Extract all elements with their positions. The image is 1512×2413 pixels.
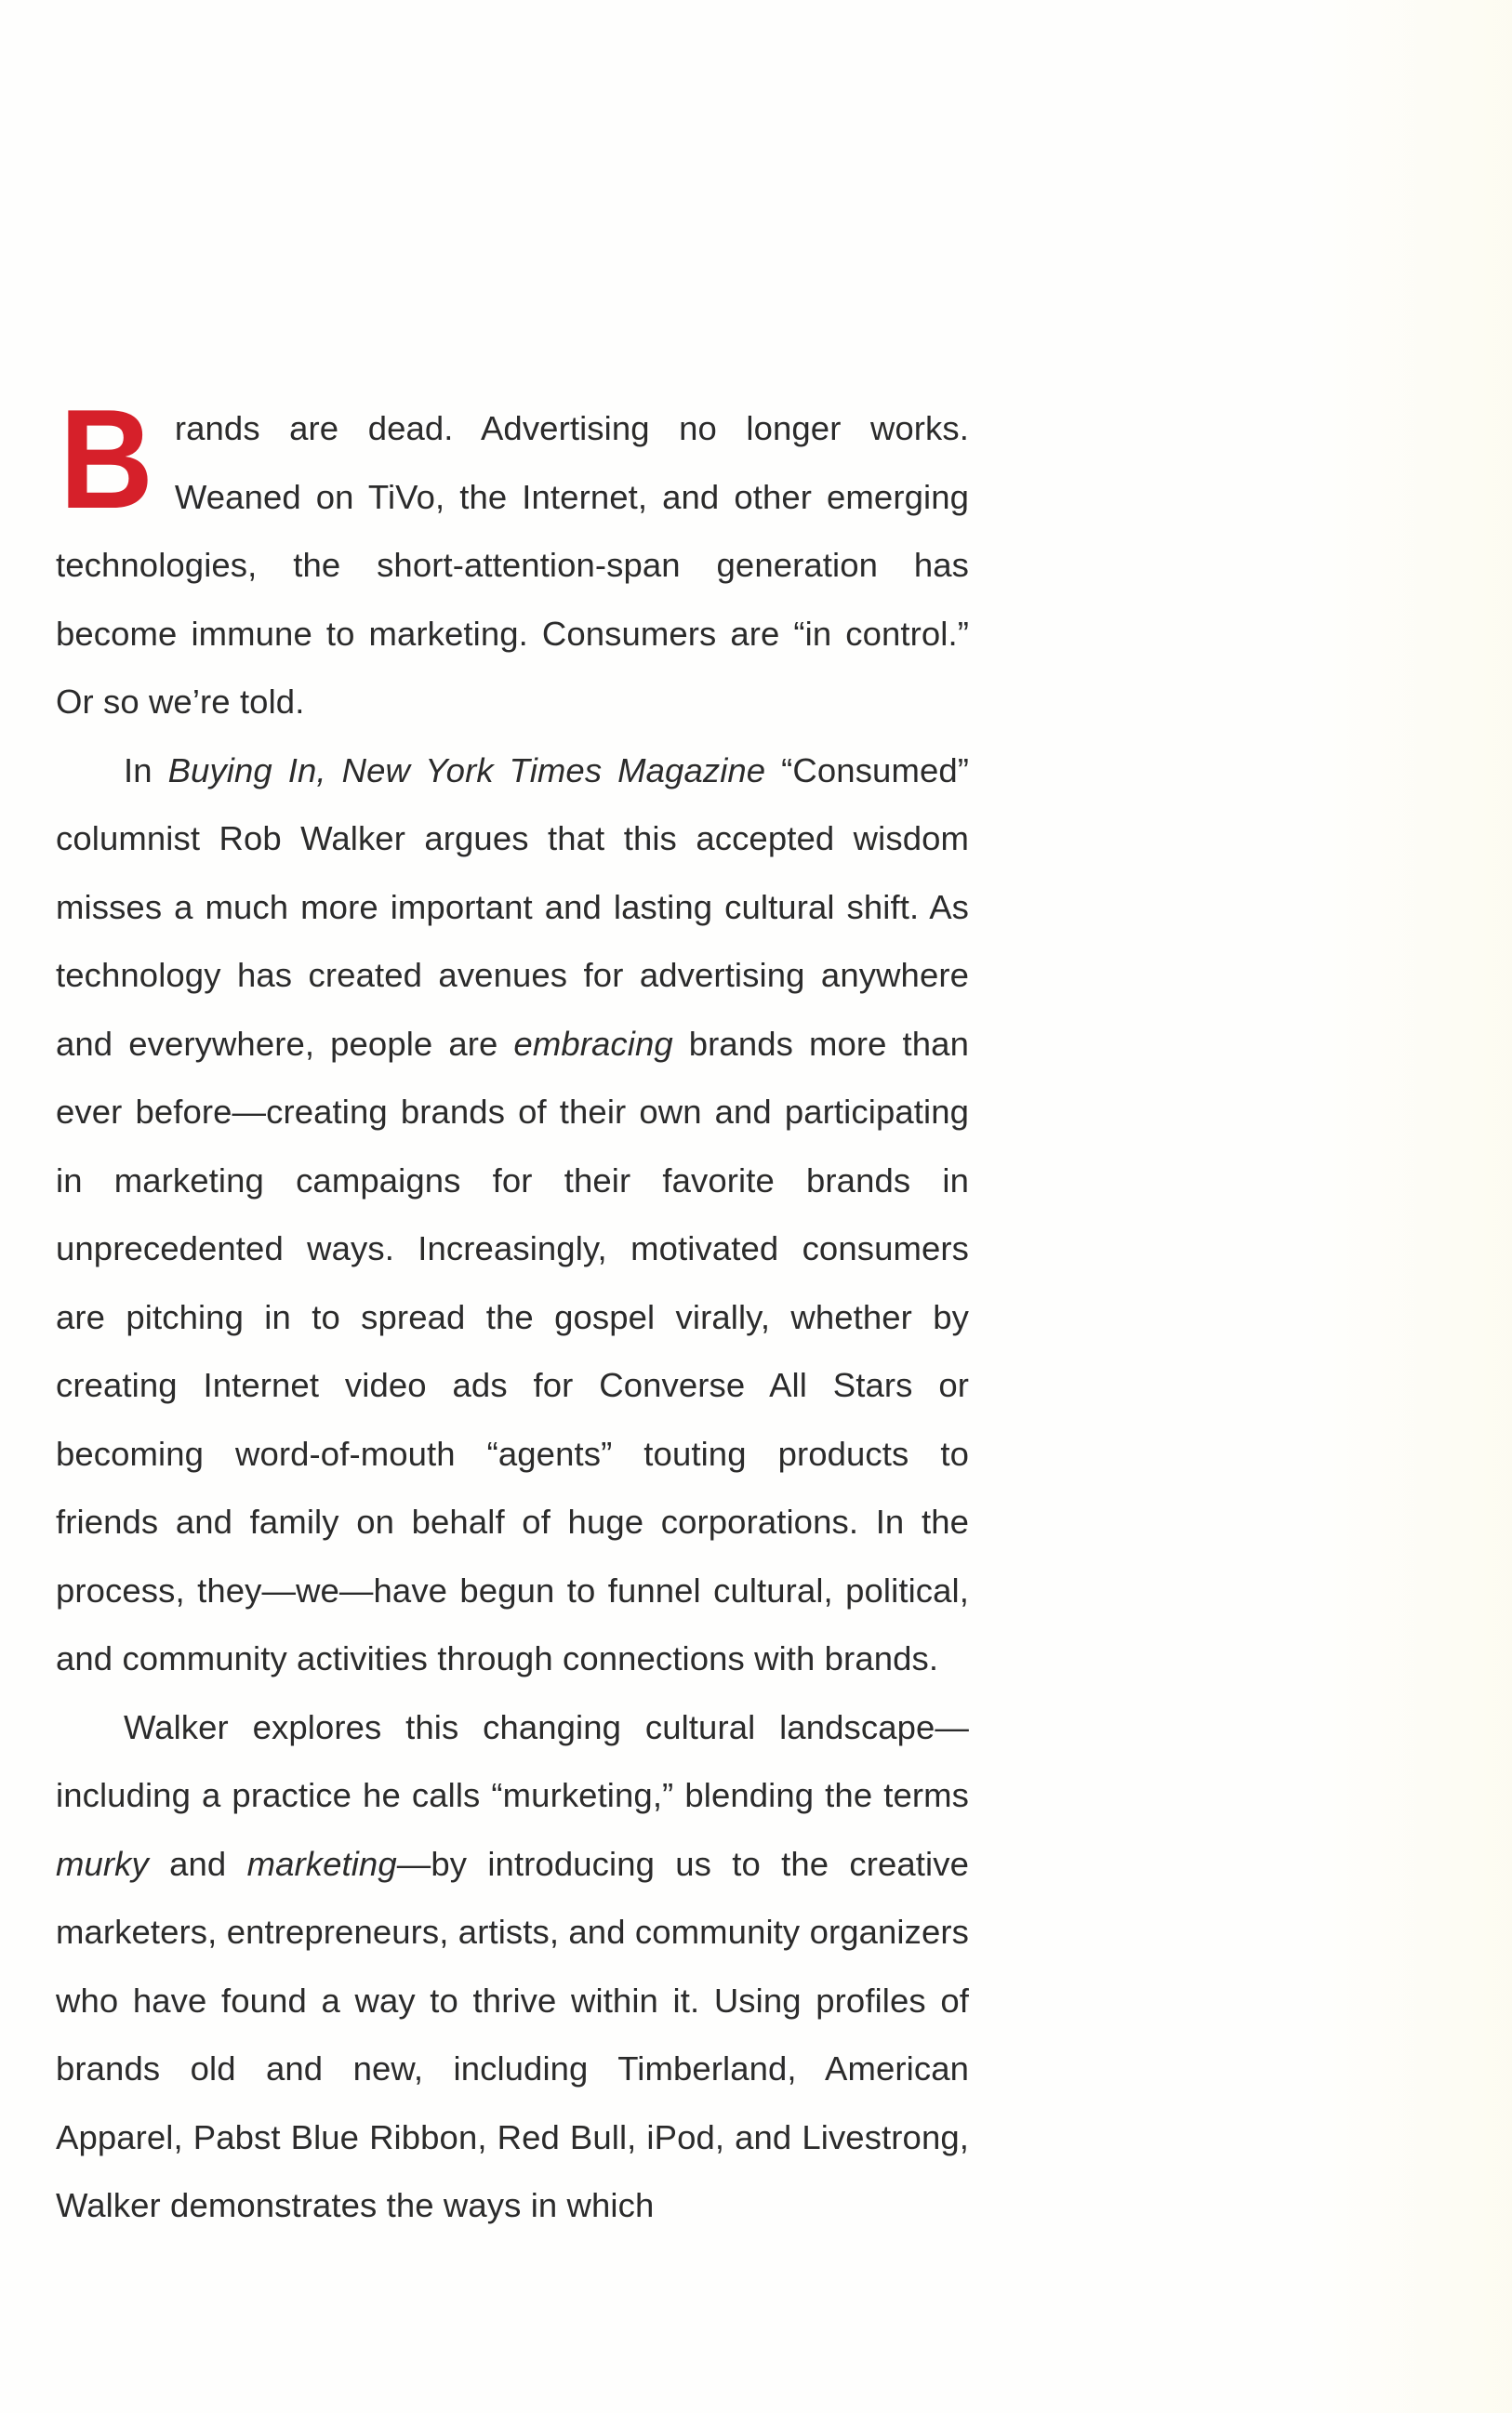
emphasis-embracing: embracing [513, 1024, 673, 1063]
flap-copy [56, 380, 970, 2240]
page-edge-tint [1307, 0, 1512, 2413]
paragraph-3-text-b: and [148, 1844, 247, 1883]
paragraph-2-text-a: “Consumed” columnist Rob Walker argues that this accepted wisdom misses a much more important and lasting cultural shift. As technology has created avenues for advertising anywhere and everywhere, people are [56, 750, 970, 1063]
drop-cap-letter: B [60, 380, 154, 538]
term-murky: murky [56, 1844, 149, 1883]
term-marketing: marketing [246, 1844, 397, 1883]
paragraph-1 [56, 380, 969, 736]
paragraph-3-text-a: Walker explores this changing cultural landscape—including a practice he calls “murketing,” blending the terms [56, 1707, 969, 1814]
paragraph-1-text: rands are dead. Advertising no longer works. Weaned on TiVo, the Internet, and other emerging technologies, the short-attention-span generation has become immune to marketing. Consumers are “in control.” Or so we’re told. [56, 409, 969, 721]
paragraph-2 [56, 736, 969, 1693]
magazine-title: New York Times Magazine [341, 750, 766, 789]
book-title: Buying In, [167, 750, 342, 789]
paragraph-2-intro: In [124, 750, 168, 789]
paragraph-3-text-c: —by introducing us to the creative marketers, entrepreneurs, artists, and community organizers who have found a way to thrive within it. Using profiles of brands old and new, including Timberland, American Apparel, Pabst Blue Ribbon, Red Bull, iPod, and Livestrong, Walker demonstrates the ways in which [56, 1844, 970, 2224]
paragraph-3 [56, 1693, 969, 2240]
paragraph-2-text-b: brands more than ever before—creating brands of their own and participating in marketing campaigns for their favorite brands in unprecedented ways. Increasingly, motivated consumers are pitching in to spread the gospel virally, whether by creating Internet video ads for Converse All Stars or becoming word-of-mouth “agents” touting products to friends and family on behalf of huge corporations. In the process, they—we—have begun to funnel cultural, political, and community activities through connections with brands. [56, 1024, 969, 1677]
